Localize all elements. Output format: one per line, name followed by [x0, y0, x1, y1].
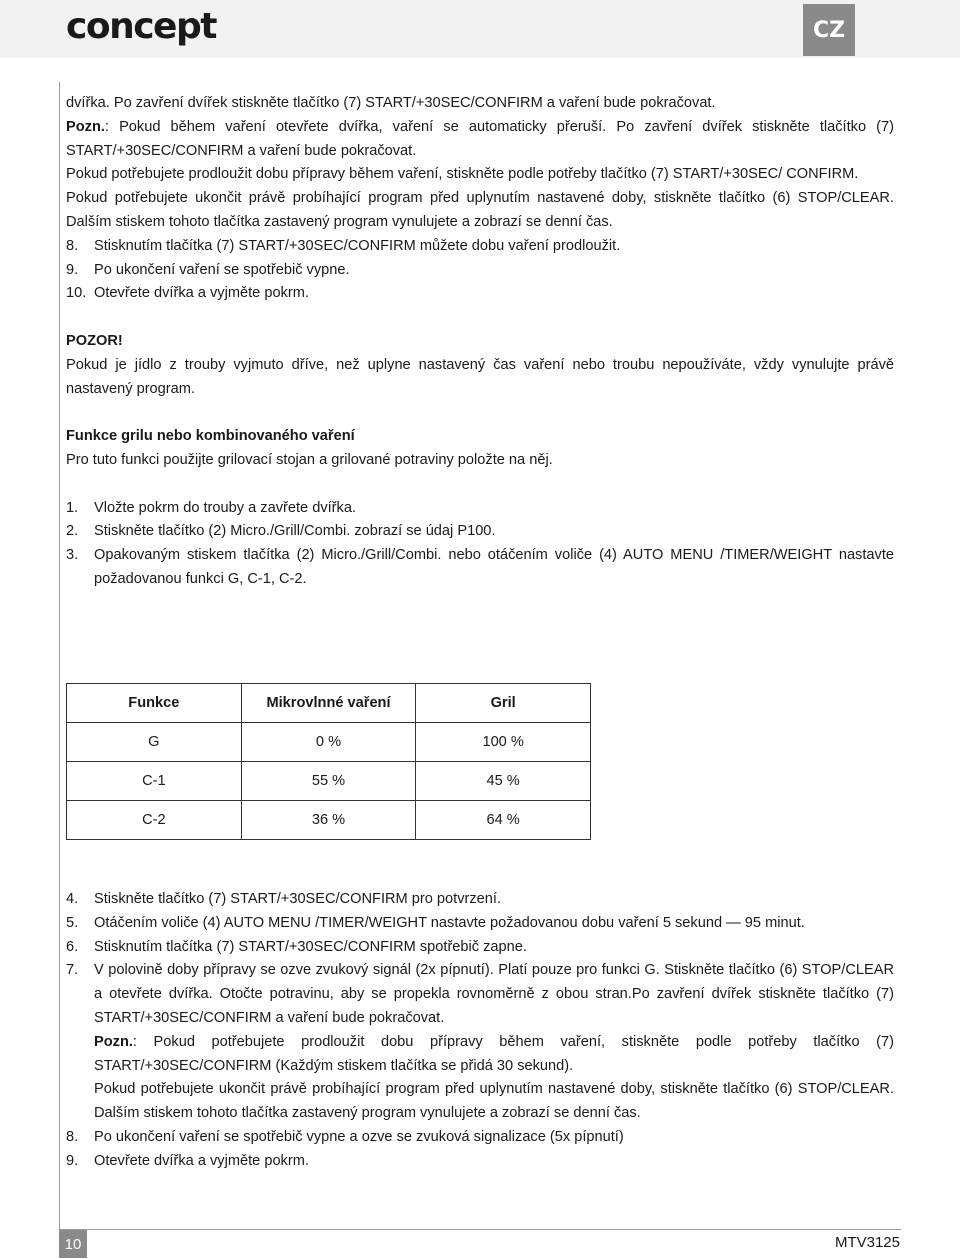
extend-paragraph: Pokud potřebujete prodloužit dobu přípravy během vaření, stiskněte podle potřeby tlačítko (7) START/+30SEC/ CONFIRM. [66, 166, 859, 183]
table-header-row [67, 684, 591, 723]
list-item: 10. Otevřete dvířka a vyjměte pokrm. [66, 285, 309, 302]
table-row [67, 801, 591, 840]
table-row [67, 723, 591, 762]
cooking-mode-table [66, 683, 591, 840]
note-text: : Pokud během vaření otevřete dvířka, vaření se automaticky přeruší. Po zavření dvířek stiskněte tlačítko (7) START/+30SEC/CONFIRM a vaření bude pokračovat. [66, 118, 894, 159]
table-cell: 45 % [416, 762, 591, 801]
model-number: MTV3125 [834, 1234, 900, 1251]
table-cell: 100 % [416, 723, 591, 762]
footer-rule [59, 1229, 901, 1230]
header-bar [0, 0, 960, 58]
table-header-cell: Gril [416, 684, 591, 723]
note-paragraph [66, 116, 894, 164]
list-item: 8. Po ukončení vaření se spotřebič vypne a ozve se zvuková signalizace (5x pípnutí) [66, 1128, 624, 1145]
table-cell: C-2 [67, 801, 242, 840]
brand-logo: concept [66, 6, 216, 47]
note-label: Pozn. [66, 118, 105, 135]
list-item: 4. Stiskněte tlačítko (7) START/+30SEC/CONFIRM pro potvrzení. [66, 891, 501, 907]
list-item: 9. Po ukončení vaření se spotřebič vypne. [66, 261, 350, 278]
table-row [67, 762, 591, 801]
instructions-bottom [66, 888, 894, 1174]
note-text: : Pokud potřebujete prodloužit dobu přípravy během vaření, stiskněte podle potřeby tlačítko (7) START/+30SEC/CONFIRM (Každým stiskem tlačítka se přidá 30 sekund). [94, 1033, 894, 1074]
table-cell: 64 % [416, 801, 591, 840]
table-header-cell: Mikrovlnné vaření [241, 684, 416, 723]
language-badge: CZ [803, 4, 855, 56]
list-item: 5. Otáčením voliče (4) AUTO MENU /TIMER/WEIGHT nastavte požadovanou dobu vaření 5 sekund — 95 minut. [66, 914, 805, 931]
section-intro: Pro tuto funkci použijte grilovací stojan a grilované potraviny položte na něj. [66, 451, 553, 468]
section-heading: Funkce grilu nebo kombinovaného vaření [66, 428, 355, 445]
stop-paragraph: Pokud potřebujete ukončit právě probíhající program před uplynutím nastavené doby, stiskněte tlačítko (6) STOP/CLEAR. Dalším stiskem tohoto tlačítka zastavený program vynulujete a zobrazí se denní čas. [94, 1081, 894, 1122]
warning-title: POZOR! [66, 332, 123, 349]
list-item: 2. Stiskněte tlačítko (2) Micro./Grill/Combi. zobrazí se údaj P100. [66, 523, 496, 540]
warning-text: Pokud je jídlo z trouby vyjmuto dříve, než uplyne nastavený čas vaření nebo troubu nepoužíváte, vždy vynulujte právě nastavený program. [66, 356, 894, 397]
note-label: Pozn. [94, 1033, 133, 1050]
table-header-cell: Funkce [67, 684, 242, 723]
table-cell: 0 % [241, 723, 416, 762]
table-cell: 36 % [241, 801, 416, 840]
page-number: 10 [59, 1230, 87, 1258]
list-item: 1. Vložte pokrm do trouby a zavřete dvířka. [66, 499, 356, 516]
table-cell: C-1 [67, 762, 242, 801]
stop-paragraph: Pokud potřebujete ukončit právě probíhající program před uplynutím nastavené doby, stiskněte tlačítko (6) STOP/CLEAR. Dalším stiskem tohoto tlačítka zastavený program vynulujete a zobrazí se denní čas. [66, 190, 894, 230]
list-item: 8. Stisknutím tlačítka (7) START/+30SEC/CONFIRM můžete dobu vaření prodloužit. [66, 237, 621, 254]
table-cell: 55 % [241, 762, 416, 801]
note-paragraph [66, 1031, 894, 1079]
list-item: 6. Stisknutím tlačítka (7) START/+30SEC/CONFIRM spotřebič zapne. [66, 938, 527, 955]
left-margin-rule [59, 82, 60, 1252]
table-cell: G [67, 723, 242, 762]
list-item: 7. V polovině doby přípravy se ozve zvukový signál (2x pípnutí). Platí pouze pro funkci G. Stiskněte tlačítko (6) STOP/CLEAR a otevřete dvířka. Otočte potravinu, aby se propekla rovnoměrně z obou stran.Po zavření dvířek stiskněte tlačítko (7) START/+30SEC/CONFIRM a vaření bude pokračovat. [66, 962, 894, 1026]
instructions-top [66, 92, 894, 592]
list-item: 9. Otevřete dvířka a vyjměte pokrm. [66, 1152, 309, 1169]
list-item: 3. Opakovaným stiskem tlačítka (2) Micro./Grill/Combi. nebo otáčením voliče (4) AUTO MENU /TIMER/WEIGHT nastavte požadovanou funkci G, C-1, C-2. [66, 547, 894, 587]
continued-text: dvířka. Po zavření dvířek stiskněte tlačítko (7) START/+30SEC/CONFIRM a vaření bude pokračovat. [66, 95, 716, 111]
